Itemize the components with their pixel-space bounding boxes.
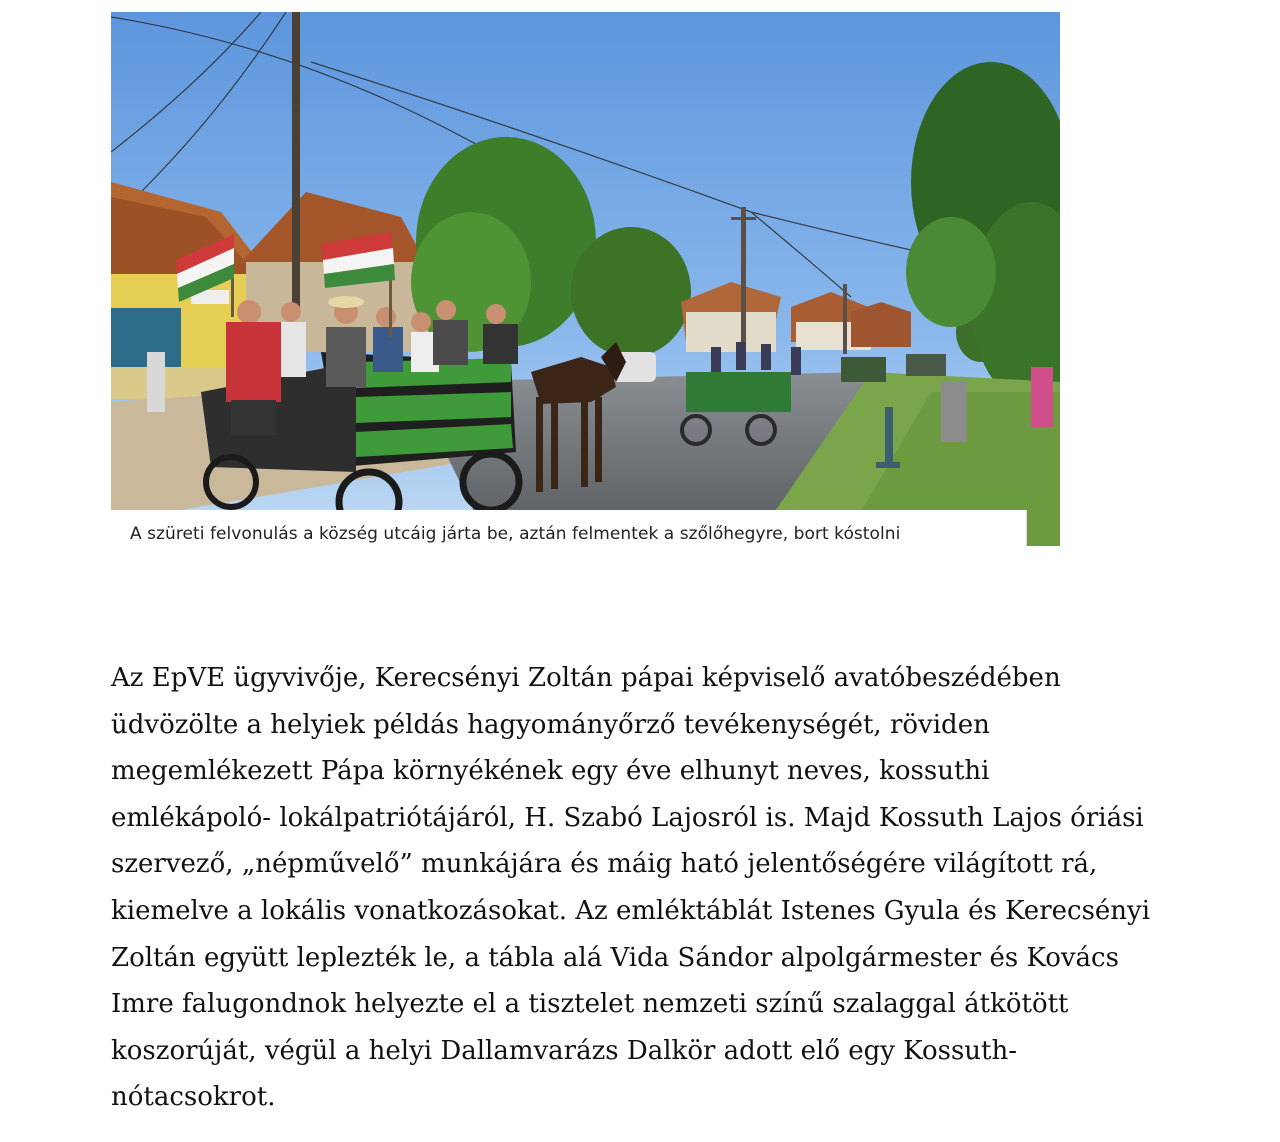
harvest-parade-photo: [111, 12, 1060, 546]
caption-box: [111, 510, 1027, 546]
paragraph-line: emlékápoló- lokálpatriótájáról, H. Szabó Lajosról is. Majd Kossuth Lajos óriási: [111, 802, 1144, 833]
photo-caption: A szüreti felvonulás a község utcáig járta be, aztán felmentek a szőlőhegyre, bort kóstolni: [130, 524, 901, 544]
paragraph-line: Imre falugondnok helyezte el a tisztelet nemzeti színű szalaggal átkötött: [111, 989, 1069, 1020]
article-figure: [111, 12, 1060, 546]
article-body: [111, 655, 1181, 1121]
paragraph-line: koszorúját, végül a helyi Dallamvarázs Dalkör adott elő egy Kossuth-: [111, 1035, 1018, 1066]
article-paragraph: [111, 655, 1181, 1121]
paragraph-line: Az EpVE ügyvivője, Kerecsényi Zoltán pápai képviselő avatóbeszédében: [111, 663, 1061, 693]
paragraph-line: Zoltán együtt leplezték le, a tábla alá Vida Sándor alpolgármester és Kovács: [111, 942, 1119, 973]
paragraph-line: szervező, „népművelő” munkájára és máig ható jelentőségére világított rá,: [111, 849, 1098, 880]
paragraph-line: kiemelve a lokális vonatkozásokat. Az emléktáblát Istenes Gyula és Kerecsényi: [111, 895, 1151, 926]
paragraph-line: üdvözölte a helyiek példás hagyományőrző tevékenységét, röviden: [111, 709, 990, 740]
paragraph-line: megemlékezett Pápa környékének egy éve elhunyt neves, kossuthi: [111, 756, 990, 787]
paragraph-line: nótacsokrot.: [111, 1082, 276, 1113]
